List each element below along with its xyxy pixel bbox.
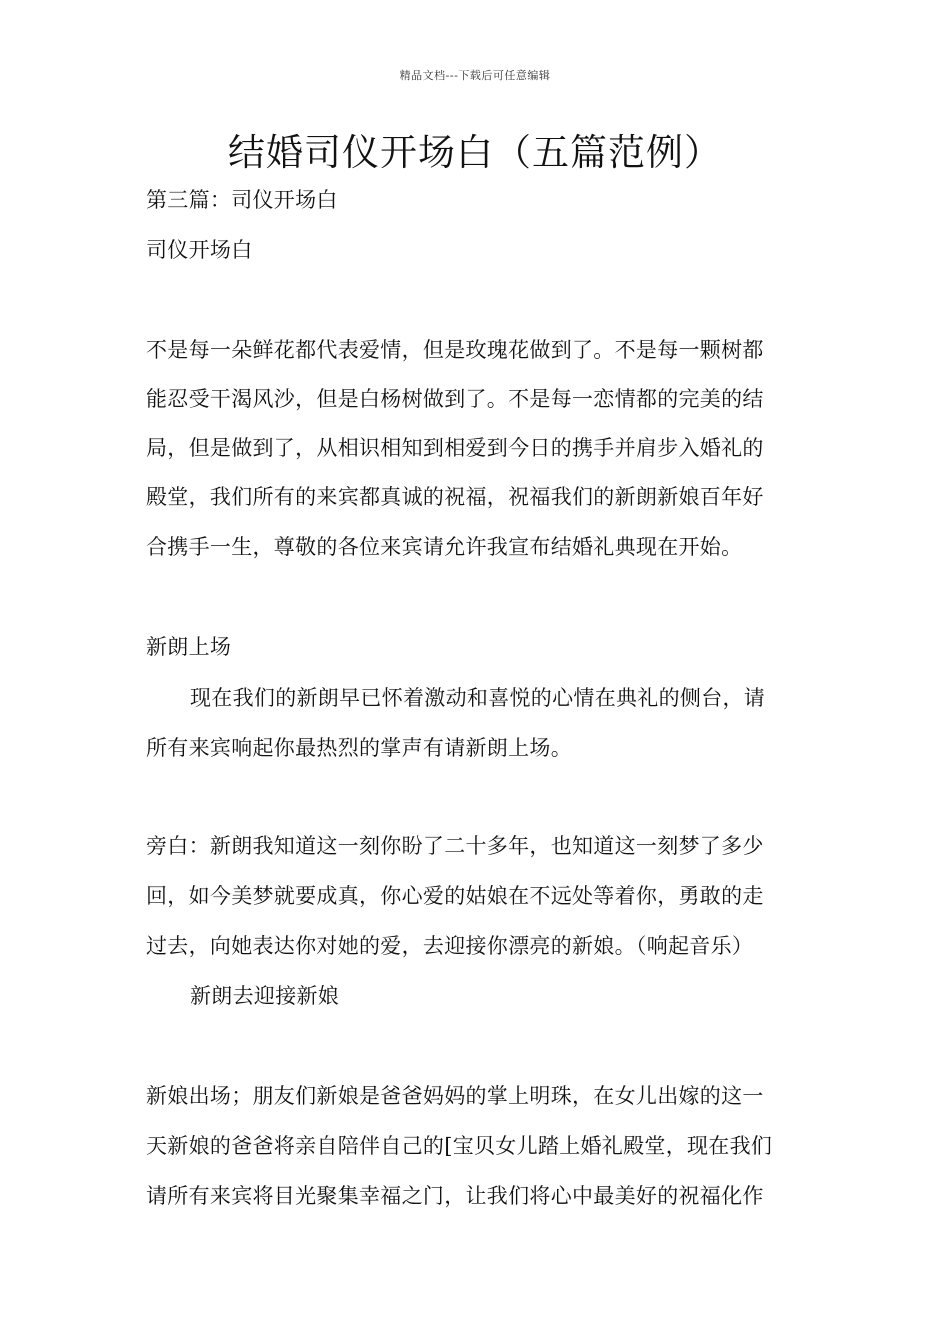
paragraph-line: 局，但是做到了，从相识相知到相爱到今日的携手并肩步入婚礼的 [146,436,764,460]
paragraph-line: 旁白：新朗我知道这一刻你盼了二十多年，也知道这一刻梦了多少 [146,834,764,858]
paragraph-line: 不是每一朵鲜花都代表爱情，但是玫瑰花做到了。不是每一颗树都 [146,338,764,362]
paragraph-line: 新娘出场；朋友们新娘是爸爸妈妈的掌上明珠，在女儿出嫁的这一 [146,1084,764,1108]
document-title: 结婚司仪开场白（五篇范例） [228,131,722,174]
section-heading: 第三篇：司仪开场白 [146,188,338,212]
paragraph-line: 殿堂，我们所有的来宾都真诚的祝福，祝福我们的新朗新娘百年好 [146,485,764,509]
subheading: 司仪开场白 [146,238,253,262]
paragraph-line: 所有来宾响起你最热烈的掌声有请新朗上场。 [146,736,572,760]
paragraph-line: 过去，向她表达你对她的爱，去迎接你漂亮的新娘。（响起音乐） [146,934,754,958]
paragraph-line: 能忍受干渴风沙，但是白杨树做到了。不是每一恋情都的完美的结 [146,387,764,411]
paragraph-line: 现在我们的新朗早已怀着激动和喜悦的心情在典礼的侧台，请 [190,686,766,710]
paragraph-line: 合携手一生，尊敬的各位来宾请允许我宣布结婚礼典现在开始。 [146,535,743,559]
paragraph-line: 回，如今美梦就要成真，你心爱的姑娘在不远处等着你，勇敢的走 [146,884,764,908]
groom-heading: 新朗上场 [146,635,232,659]
paragraph-line: 天新娘的爸爸将亲自陪伴自己的[宝贝女儿踏上婚礼殿堂，现在我们 [146,1134,773,1158]
header-note: 精品文档---下载后可任意编辑 [399,69,551,82]
paragraph-line: 请所有来宾将目光聚集幸福之门，让我们将心中最美好的祝福化作 [146,1184,764,1208]
groom-meets-bride-line: 新朗去迎接新娘 [190,984,340,1008]
